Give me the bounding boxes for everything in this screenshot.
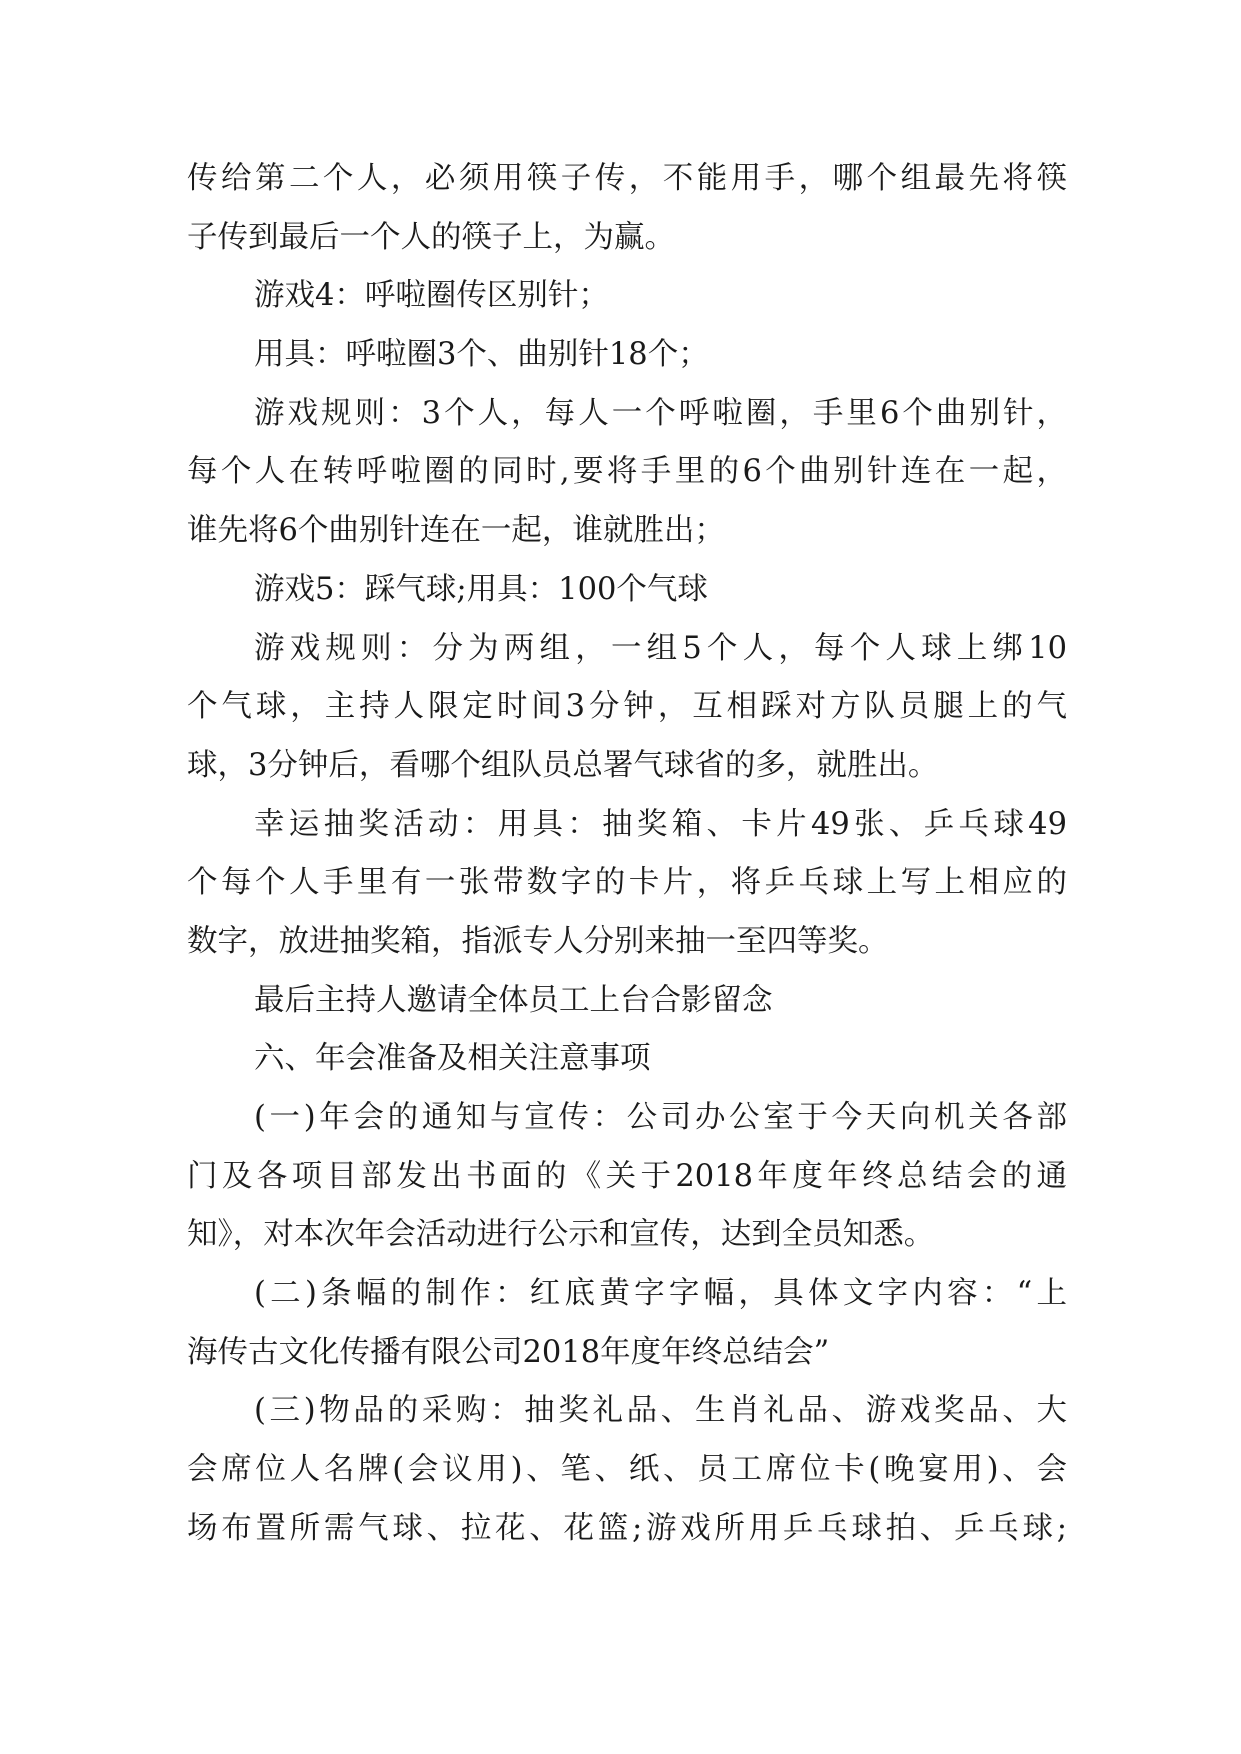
text-line: 最后主持人邀请全体员工上台合影留念 — [254, 982, 773, 1018]
text-line: 游戏5：踩气球;用具：100个气球 — [254, 571, 708, 607]
text-line: 球，3分钟后，看哪个组队员总署气球省的多，就胜出。 — [187, 747, 939, 783]
text-line: 知》，对本次年会活动进行公示和宣传，达到全员知悉。 — [187, 1217, 935, 1253]
text-line: 六、年会准备及相关注意事项 — [254, 1041, 651, 1077]
text-line: (一)年会的通知与宣传：公司办公室于今天向机关各部 — [254, 1100, 1067, 1135]
text-line: 每个人在转呼啦圈的同时,要将手里的6个曲别针连在一起， — [187, 454, 1067, 490]
text-line: 幸运抽奖活动：用具：抽奖箱、卡片49张、乒乓球49 — [254, 806, 1067, 842]
text-line: 游戏规则：3个人，每人一个呼啦圈，手里6个曲别针， — [254, 395, 1067, 431]
text-line: 游戏4：呼啦圈传区别针； — [254, 278, 609, 314]
text-line: 子传到最后一个人的筷子上，为赢。 — [187, 219, 675, 255]
text-line: 个气球，主持人限定时间3分钟，互相踩对方队员腿上的气 — [187, 689, 1067, 725]
text-line: 传给第二个人，必须用筷子传，不能用手，哪个组最先将筷 — [187, 161, 1067, 196]
text-line: 会席位人名牌(会议用)、笔、纸、员工席位卡(晚宴用)、会 — [187, 1452, 1067, 1488]
text-line: 门及各项目部发出书面的《关于2018年度年终总结会的通 — [187, 1158, 1067, 1194]
document-body — [187, 150, 1067, 1559]
text-line: 数字，放进抽奖箱，指派专人分别来抽一至四等奖。 — [187, 923, 889, 959]
text-line: 海传古文化传播有限公司2018年度年终总结会” — [187, 1334, 830, 1370]
text-line: 用具：呼啦圈3个、曲别针18个； — [254, 337, 709, 373]
text-line: (三)物品的采购：抽奖礼品、生肖礼品、游戏奖品、大 — [254, 1393, 1067, 1429]
text-line: 谁先将6个曲别针连在一起，谁就胜出； — [187, 513, 725, 549]
text-line: 游戏规则：分为两组，一组5个人，每个人球上绑10 — [254, 630, 1067, 666]
text-line: (二)条幅的制作：红底黄字字幅，具体文字内容：“上 — [254, 1276, 1067, 1312]
text-line: 场布置所需气球、拉花、花篮;游戏所用乒乓球拍、乒乓球; — [187, 1510, 1067, 1546]
text-line: 个每个人手里有一张带数字的卡片，将乒乓球上写上相应的 — [187, 865, 1067, 901]
